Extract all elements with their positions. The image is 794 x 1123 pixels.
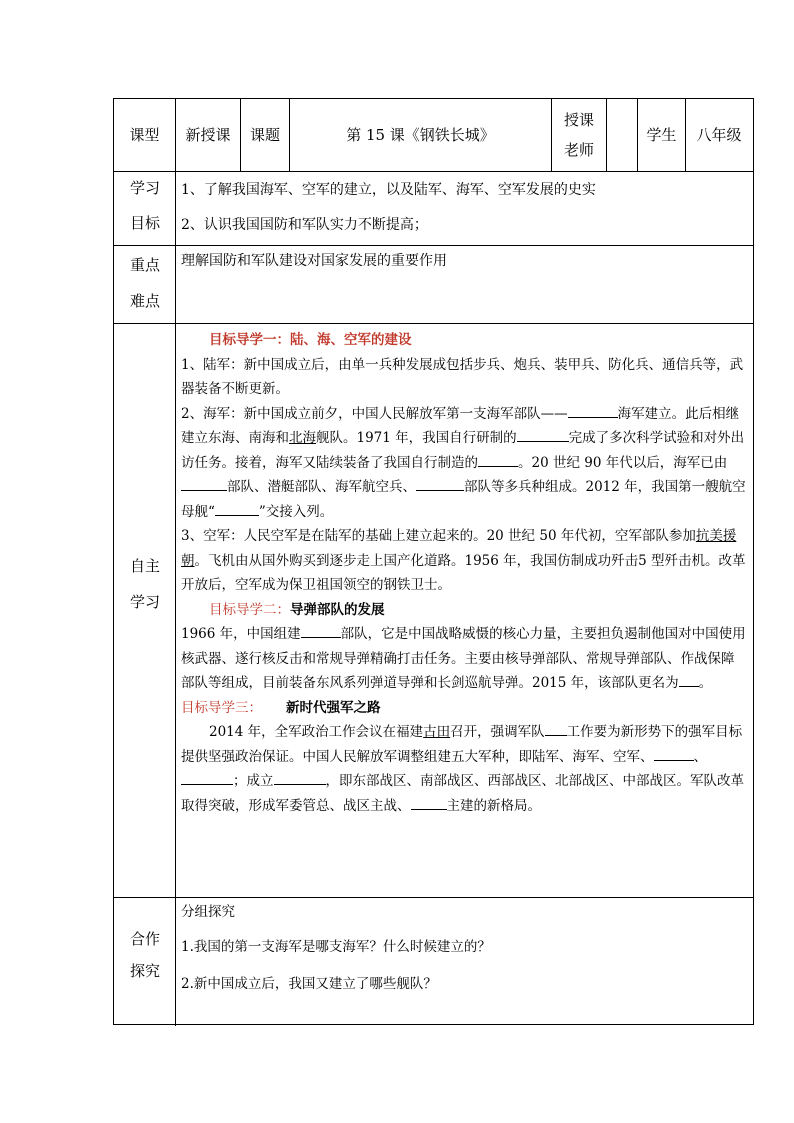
navy-text: 完成了多次科学试验和对外出访任务。接着，海军又陆续装备了我国自行制造的 [181, 430, 745, 471]
lesson-plan-table [113, 98, 754, 1025]
airforce-paragraph [181, 524, 747, 598]
fill-blank[interactable] [517, 427, 569, 442]
navy-text: 。20 世纪 90 年代以后，海军已由 [518, 454, 728, 471]
guide3-title [181, 696, 747, 721]
new-era-text: ，即东部战区、南部战区、西部战区、北部战区、中部战区。军队改革取得突破，形成军委管总、战区主战、 [181, 773, 744, 814]
navy-text: 海军建立。此后相继建立东海、南海和 [181, 405, 740, 446]
fill-blank[interactable] [274, 770, 326, 785]
goal-item: 1、了解我国海军、空军的建立，以及陆军、海军、空军发展的史实 [181, 182, 596, 198]
navy-text: 2、海军：新中国成立前夕，中国人民解放军第一支海军部队—— [181, 405, 568, 422]
navy-text: 部队、潜艇部队、海军航空兵、 [227, 479, 416, 495]
fill-blank[interactable] [301, 623, 341, 638]
focus-content: 理解国防和军队建设对国家发展的重要作用 [181, 253, 447, 269]
fill-blank[interactable] [215, 501, 259, 516]
row-divider [114, 897, 753, 898]
self-study-label-line2: 学习 [129, 593, 160, 611]
row-divider [114, 323, 753, 324]
new-era-text: 主建的新格局。 [446, 797, 541, 814]
row-divider [114, 171, 753, 172]
row-divider [114, 245, 753, 246]
guide2-title [181, 598, 747, 623]
new-era-text: ；成立 [233, 773, 274, 789]
coop-question: 2.新中国成立后，我国又建立了哪些舰队？ [181, 975, 437, 992]
fill-blank[interactable] [478, 452, 518, 467]
guide3-title-text: 新时代强军之路 [286, 699, 381, 716]
navy-text: ”交接入列。 [258, 503, 334, 520]
teacher-value [607, 99, 637, 171]
new-era-text: 、 [693, 748, 707, 765]
goals-content [181, 173, 747, 243]
fill-blank[interactable] [545, 721, 567, 736]
airforce-text-underlined: 抗美援朝 [181, 528, 737, 569]
focus-label-line1: 重点 [129, 256, 160, 274]
teacher-label-line1: 授课 [563, 111, 594, 129]
goal-item: 2、认识我国国防和军队实力不断提高； [181, 217, 428, 233]
guide2-title-text: 导弹部队的发展 [290, 601, 385, 618]
lesson-title: 第 15 课《钢铁长城》 [346, 126, 495, 144]
coop-heading: 分组探究 [181, 904, 235, 920]
focus-label [114, 250, 176, 316]
new-era-text: 2014 年，全军政治工作会议在福建 [209, 724, 424, 740]
goals-label-line2: 目标 [129, 214, 160, 232]
course-type-label: 课型 [129, 126, 160, 144]
guide1-title-text: 目标导学一：陆、海、空军的建设 [209, 332, 412, 348]
navy-paragraph [181, 402, 747, 525]
goals-label [114, 173, 176, 238]
army-paragraph: 1、陆军：新中国成立后，由单一兵种发展成包括步兵、炮兵、装甲兵、防化兵、通信兵等，武器装备不断更新。 [181, 356, 744, 397]
coop-label-line1: 合作 [129, 930, 160, 948]
coop-content [181, 901, 747, 996]
self-study-label-line1: 自主 [129, 557, 160, 575]
fill-blank[interactable] [416, 476, 464, 491]
fill-blank[interactable] [568, 403, 618, 418]
fill-blank[interactable] [654, 746, 694, 761]
fill-blank[interactable] [181, 770, 233, 785]
guide2-title-prefix: 目标导学二： [209, 601, 290, 618]
focus-label-line2: 难点 [129, 292, 160, 310]
new-era-text-underlined: 古田 [423, 724, 451, 740]
course-type-value: 新授课 [185, 126, 231, 144]
new-era-paragraph [181, 720, 747, 818]
lesson-label: 课题 [249, 126, 280, 144]
airforce-text: 。飞机由从国外购买到逐步走上国产化道路。1956 年，我国仿制成功歼击5 型歼击机。改革开放后，空军成为保卫祖国领空的钢铁卫士。 [181, 552, 746, 593]
missile-text: 1966 年，中国组建 [181, 626, 301, 642]
fill-blank[interactable] [181, 476, 227, 491]
navy-text: 部队等多兵种组成。2012 年，我国第一艘航空母舰“ [181, 479, 746, 520]
missile-text: 。 [698, 675, 713, 691]
teacher-label [552, 99, 606, 171]
new-era-text: 召开，强调军队 [450, 724, 545, 740]
teacher-label-line2: 老师 [563, 141, 594, 159]
guide1-title [181, 328, 747, 353]
self-study-label [114, 551, 176, 617]
coop-question: 1.我国的第一支海军是哪支海军？什么时候建立的？ [181, 939, 491, 955]
navy-text-underlined: 北海 [289, 430, 316, 446]
self-study-content [181, 328, 747, 818]
fill-blank[interactable] [411, 795, 447, 810]
navy-text: 舰队。1971 年，我国自行研制的 [316, 430, 517, 446]
goals-label-line1: 学习 [129, 179, 160, 197]
grade-value: 八年级 [696, 126, 742, 144]
guide3-title-prefix: 目标导学三： [181, 699, 262, 716]
fill-blank[interactable] [679, 672, 699, 687]
coop-label [114, 924, 176, 986]
student-label: 学生 [646, 126, 677, 144]
missile-text: 部队，它是中国战略威慑的核心力量，主要担负遏制他国对中国使用核武器、遂行核反击和常规导弹精确打击任务。主要由核导弹部队、常规导弹部队、作战保障部队等组成，目前装备东风系列弹道导弹和长剑巡航导弹。2015 年，该部队更名为 [181, 626, 746, 691]
new-era-text: 工作要为新形势下的强军目标提供坚强政治保证。中国人民解放军调整组建五大军种，即陆军、海军、空军、 [181, 724, 743, 765]
missile-paragraph [181, 622, 747, 696]
coop-label-line2: 探究 [129, 962, 160, 980]
airforce-text: 3、空军：人民空军是在陆军的基础上建立起来的。20 世纪 50 年代初，空军部队参加 [181, 528, 696, 544]
